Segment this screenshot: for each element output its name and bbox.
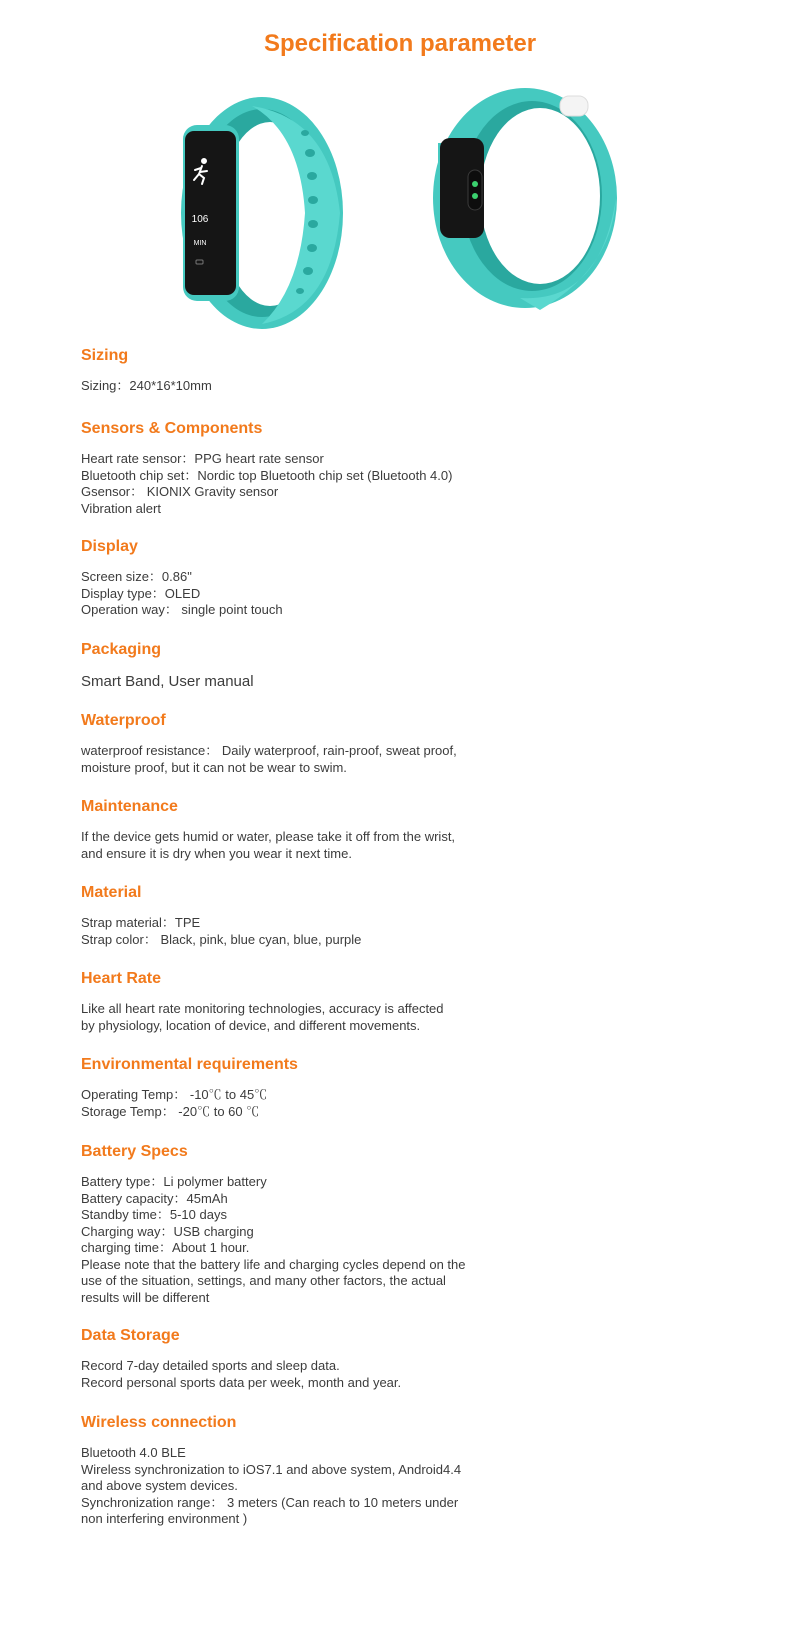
spec-line: Vibration alert	[81, 500, 161, 516]
section-body	[81, 829, 641, 862]
spec-line: If the device gets humid or water, please take it off from the wrist,	[81, 829, 456, 844]
section-heading: Display	[81, 538, 138, 555]
section-sizing	[81, 346, 641, 395]
spec-line: Bluetooth 4.0 BLE	[81, 1445, 186, 1460]
section-wireless	[81, 1413, 641, 1528]
section-body	[81, 1087, 641, 1120]
spec-line: charging time：About 1 hour.	[81, 1240, 250, 1255]
product-images	[0, 88, 800, 338]
section-heading: Sizing	[81, 347, 129, 364]
section-body	[81, 1174, 641, 1306]
section-sensors	[81, 419, 641, 517]
section-heading: Data Storage	[81, 1327, 180, 1344]
spec-line: results will be different	[81, 1289, 210, 1305]
spec-line: Wireless synchronization to iOS7.1 and above system, Android4.4	[81, 1461, 462, 1477]
section-body	[81, 915, 641, 948]
spec-line: Battery capacity：45mAh	[81, 1190, 228, 1206]
spec-line: Strap color： Black, pink, blue cyan, blue, purple	[81, 931, 362, 947]
spec-line: use of the situation, settings, and many other factors, the actual	[81, 1273, 446, 1288]
section-display	[81, 537, 641, 619]
section-heading: Wireless connection	[81, 1414, 237, 1431]
display-unit: MIN	[193, 240, 207, 247]
section-heading: Material	[81, 884, 142, 901]
section-heading: Battery Specs	[81, 1143, 188, 1160]
spec-line: Display type：OLED	[81, 585, 201, 601]
section-body	[81, 569, 641, 619]
spec-line: waterproof resistance： Daily waterproof, rain-proof, sweat proof,	[81, 743, 457, 758]
spec-line: Record personal sports data per week, month and year.	[81, 1374, 402, 1390]
section-heading: Packaging	[81, 641, 162, 658]
spec-line: Smart Band, User manual	[81, 673, 254, 690]
spec-line: Operating Temp： -10℃ to 45℃	[81, 1087, 268, 1102]
section-body	[81, 672, 641, 691]
section-heading: Heart Rate	[81, 970, 162, 987]
spec-line: Charging way：USB charging	[81, 1223, 254, 1239]
spec-line: Strap material：TPE	[81, 915, 201, 930]
section-data-storage	[81, 1326, 641, 1391]
spec-line: Like all heart rate monitoring technologies, accuracy is affected	[81, 1001, 444, 1016]
section-body	[81, 1001, 641, 1034]
section-body	[81, 378, 641, 395]
band-illustration	[0, 88, 800, 338]
spec-line: Synchronization range： 3 meters (Can reach to 10 meters under	[81, 1494, 459, 1510]
spec-line: Bluetooth chip set：Nordic top Bluetooth chip set (Bluetooth 4.0)	[81, 467, 453, 483]
display-value: 106	[191, 214, 209, 225]
band-front-image	[181, 97, 343, 329]
section-environmental	[81, 1055, 641, 1120]
spec-line: non interfering environment )	[81, 1511, 248, 1526]
section-body	[81, 743, 641, 776]
section-waterproof	[81, 711, 641, 776]
page-title: Specification parameter	[263, 30, 537, 57]
section-material	[81, 883, 641, 948]
spec-line: Operation way： single point touch	[81, 602, 283, 617]
section-heart-rate	[81, 969, 641, 1034]
spec-line: Gsensor： KIONIX Gravity sensor	[81, 484, 279, 499]
band-back-image	[433, 88, 617, 310]
spec-line: Heart rate sensor：PPG heart rate sensor	[81, 451, 324, 466]
spec-line: Screen size：0.86"	[81, 569, 192, 584]
spec-line: Storage Temp： -20℃ to 60 ℃	[81, 1103, 260, 1119]
spec-line: by physiology, location of device, and different movements.	[81, 1017, 421, 1033]
section-maintenance	[81, 797, 641, 862]
spec-line: Battery type：Li polymer battery	[81, 1174, 267, 1189]
spec-line: Sizing：240*16*10mm	[81, 378, 212, 393]
section-heading: Waterproof	[81, 712, 166, 729]
section-body	[81, 451, 641, 517]
spec-line: Standby time：5-10 days	[81, 1207, 227, 1222]
section-body	[81, 1358, 641, 1391]
section-heading: Sensors & Components	[81, 420, 263, 437]
section-packaging	[81, 640, 641, 691]
spec-line: moisture proof, but it can not be wear to swim.	[81, 759, 347, 775]
spec-line: and ensure it is dry when you wear it next time.	[81, 845, 352, 861]
section-heading: Maintenance	[81, 798, 178, 815]
section-heading: Environmental requirements	[81, 1056, 298, 1073]
spec-line: Please note that the battery life and charging cycles depend on the	[81, 1256, 466, 1272]
spec-line: Record 7-day detailed sports and sleep data.	[81, 1358, 340, 1373]
section-battery	[81, 1142, 641, 1306]
section-body	[81, 1445, 641, 1528]
spec-line: and above system devices.	[81, 1478, 238, 1493]
